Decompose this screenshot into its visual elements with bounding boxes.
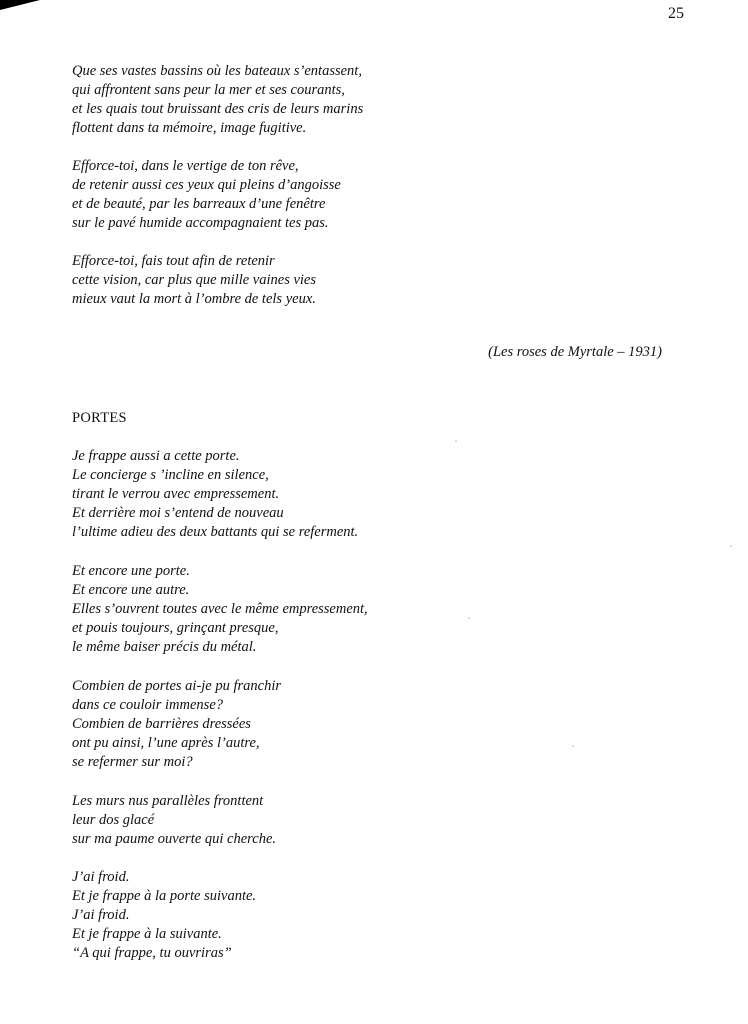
poem-line: flottent dans ta mémoire, image fugitive. (72, 120, 307, 136)
scan-speck (455, 440, 457, 442)
poem-line: de retenir aussi ces yeux qui pleins d’angoisse (72, 177, 341, 193)
poem-line: et les quais tout bruissant des cris de leurs marins (72, 101, 364, 117)
poem-line: mieux vaut la mort à l’ombre de tels yeux. (72, 291, 316, 307)
poem-line: Combien de barrières dressées (72, 716, 251, 732)
poem-line: Je frappe aussi a cette porte. (72, 448, 240, 464)
poem-line: Combien de portes ai-je pu franchir (72, 678, 282, 694)
poem-line: se refermer sur moi? (72, 754, 193, 770)
poem-line: Que ses vastes bassins où les bateaux s’entassent, (72, 63, 362, 79)
poem1-stanza-2 (72, 157, 341, 233)
poem2-stanza-4 (72, 792, 276, 849)
poem-line: le même baiser précis du métal. (72, 639, 257, 655)
poem2-stanza-1 (72, 447, 358, 542)
page-number: 25 (668, 5, 684, 22)
scan-speck (730, 545, 732, 547)
poem-line: qui affrontent sans peur la mer et ses courants, (72, 82, 345, 98)
poem1-stanza-1 (72, 62, 363, 138)
poem-line: Et je frappe à la suivante. (72, 926, 222, 942)
poem2-title: PORTES (72, 410, 127, 426)
poem-line: “A qui frappe, tu ouvriras” (72, 945, 232, 961)
poem-line: tirant le verrou avec empressement. (72, 486, 280, 502)
poem1-stanza-3 (72, 252, 316, 309)
poem-line: cette vision, car plus que mille vaines vies (72, 272, 317, 288)
poem-line: sur ma paume ouverte qui cherche. (72, 831, 277, 847)
poem2-stanza-2 (72, 562, 368, 657)
poem-line: leur dos glacé (72, 812, 155, 828)
poem-line: dans ce couloir immense? (72, 697, 224, 713)
poem-line: Efforce-toi, fais tout afin de retenir (72, 253, 275, 269)
poem-line: Efforce-toi, dans le vertige de ton rêve, (72, 158, 299, 174)
scan-corner-mark (0, 0, 40, 10)
poem-line: et de beauté, par les barreaux d’une fenêtre (72, 196, 326, 212)
scan-speck (572, 745, 574, 747)
poem-line: Et je frappe à la porte suivante. (72, 888, 257, 904)
poem2-stanza-5 (72, 868, 256, 963)
scan-speck (468, 617, 470, 619)
poem-line: sur le pavé humide accompagnaient tes pas. (72, 215, 329, 231)
poem-line: J’ai froid. (72, 907, 130, 923)
poem-line: et pouis toujours, grinçant presque, (72, 620, 279, 636)
poem2-stanza-3 (72, 677, 281, 772)
poem-line: Le concierge s ’incline en silence, (72, 467, 269, 483)
poem-line: Et derrière moi s’entend de nouveau (72, 505, 284, 521)
poem-line: Et encore une porte. (72, 563, 190, 579)
poem-line: l’ultime adieu des deux battants qui se referment. (72, 524, 359, 540)
poem-line: Et encore une autre. (72, 582, 190, 598)
poem-line: ont pu ainsi, l’une après l’autre, (72, 735, 260, 751)
poem-line: J’ai froid. (72, 869, 130, 885)
poem1-citation: (Les roses de Myrtale – 1931) (488, 344, 662, 360)
poem-line: Les murs nus parallèles fronttent (72, 793, 264, 809)
poem-line: Elles s’ouvrent toutes avec le même empressement, (72, 601, 368, 617)
